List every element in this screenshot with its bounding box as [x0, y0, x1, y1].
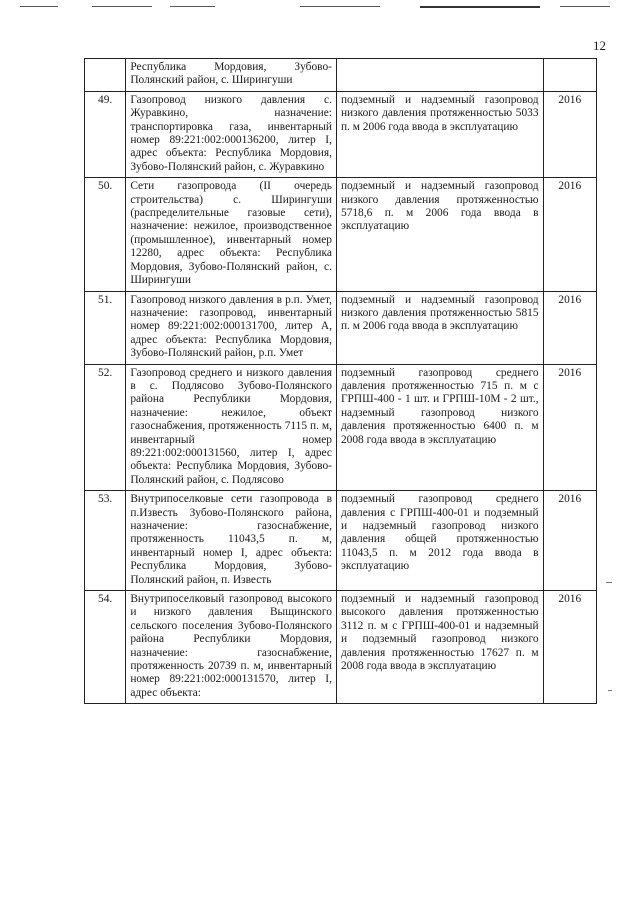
object-parameters: подземный и надземный газопровод высокого давления протяженностью 3112 п. м с ГРПШ-400-01 и надземный и подземный газопровод низкого давления протяженностью 17627 п. м 2008 года ввода в эксплуатацию	[336, 591, 543, 704]
row-number: 51.	[85, 291, 126, 364]
year-cell: 2016	[543, 291, 596, 364]
row-number: 52.	[85, 364, 126, 491]
scan-margin-mark	[606, 582, 612, 583]
table-row	[85, 59, 597, 92]
object-description: Внутрипоселковый газопровод высокого и низкого давления Выщинского сельского поселения Зубово-Полянского района Республики Мордовия, назначение: газоснабжение, протяженность 20739 п. м, инвентарный номер 89:221:002:000131570, литер I, адрес объекта:	[126, 591, 337, 704]
year-cell: 2016	[543, 178, 596, 291]
year-cell: 2016	[543, 491, 596, 591]
year-cell: 2016	[543, 91, 596, 177]
table-row	[85, 364, 597, 491]
object-description: Газопровод низкого давления с. Журавкино, назначение: транспортировка газа, инвентарный номер 89:221:002:000136200, литер I, адрес объекта: Республика Мордовия, Зубово-Полянский район, с. Журавкино	[126, 91, 337, 177]
year-cell: 2016	[543, 364, 596, 491]
object-parameters: подземный газопровод среднего давления протяженностью 715 п. м с ГРПШ-400 - 1 шт. и ГРПШ-10М - 2 шт., надземный газопровод низкого давления протяженностью 6400 п. м 2008 года ввода в эксплуатацию	[336, 364, 543, 491]
table-row	[85, 591, 597, 704]
object-description: Сети газопровода (II очередь строительства) с. Ширингуши (распределительные газовые сети), назначение: нежилое, производственное (промышленное), инвентарный номер 12280, адрес объекта: Республика Мордовия, Зубово-Полянский район, с. Ширингуши	[126, 178, 337, 291]
object-parameters: подземный газопровод среднего давления с ГРПШ-400-01 и подземный и надземный газопровод низкого давления общей протяженностью 11043,5 п. м 2012 года ввода в эксплуатацию	[336, 491, 543, 591]
page-number: 12	[593, 38, 606, 53]
row-number: 53.	[85, 491, 126, 591]
scan-edge-artifact	[0, 0, 640, 14]
scan-margin-mark	[608, 690, 612, 691]
object-parameters: подземный и надземный газопровод низкого давления протяженностью 5815 п. м 2006 года ввода в эксплуатацию	[336, 291, 543, 364]
row-number: 50.	[85, 178, 126, 291]
row-number: 49.	[85, 91, 126, 177]
object-description: Республика Мордовия, Зубово-Полянский район, с. Ширингуши	[126, 59, 337, 92]
table-row	[85, 491, 597, 591]
row-number: 54.	[85, 591, 126, 704]
table-row	[85, 91, 597, 177]
table-row	[85, 178, 597, 291]
object-parameters	[336, 59, 543, 92]
object-description: Газопровод низкого давления в р.п. Умет, назначение: газопровод, инвентарный номер 89:221:002:000131700, литер А, адрес объекта: Республика Мордовия, Зубово-Полянский район, р.п. Умет	[126, 291, 337, 364]
object-description: Внутрипоселковые сети газопровода в п.Известь Зубово-Полянского района, назначение: газоснабжение, протяженность 11043,5 п. м, инвентарный номер I, адрес объекта: Республика Мордовия, Зубово-Полянский район, п. Известь	[126, 491, 337, 591]
property-registry-table	[84, 58, 597, 704]
object-description: Газопровод среднего и низкого давления в с. Подлясово Зубово-Полянского района Республики Мордовия, назначение: нежилое, объект газоснабжения, протяженность 7115 п. м, инвентарный номер 89:221:002:000131560, литер I, адрес объекта: Республика Мордовия, Зубово-Полянский район, с. Подлясово	[126, 364, 337, 491]
table-row	[85, 291, 597, 364]
year-cell: 2016	[543, 591, 596, 704]
row-number	[85, 59, 126, 92]
year-cell	[543, 59, 596, 92]
object-parameters: подземный и надземный газопровод низкого давления протяженностью 5033 п. м 2006 года ввода в эксплуатацию	[336, 91, 543, 177]
object-parameters: подземный и надземный газопровод низкого давления протяженностью 5718,6 п. м 2006 года ввода в эксплуатацию	[336, 178, 543, 291]
